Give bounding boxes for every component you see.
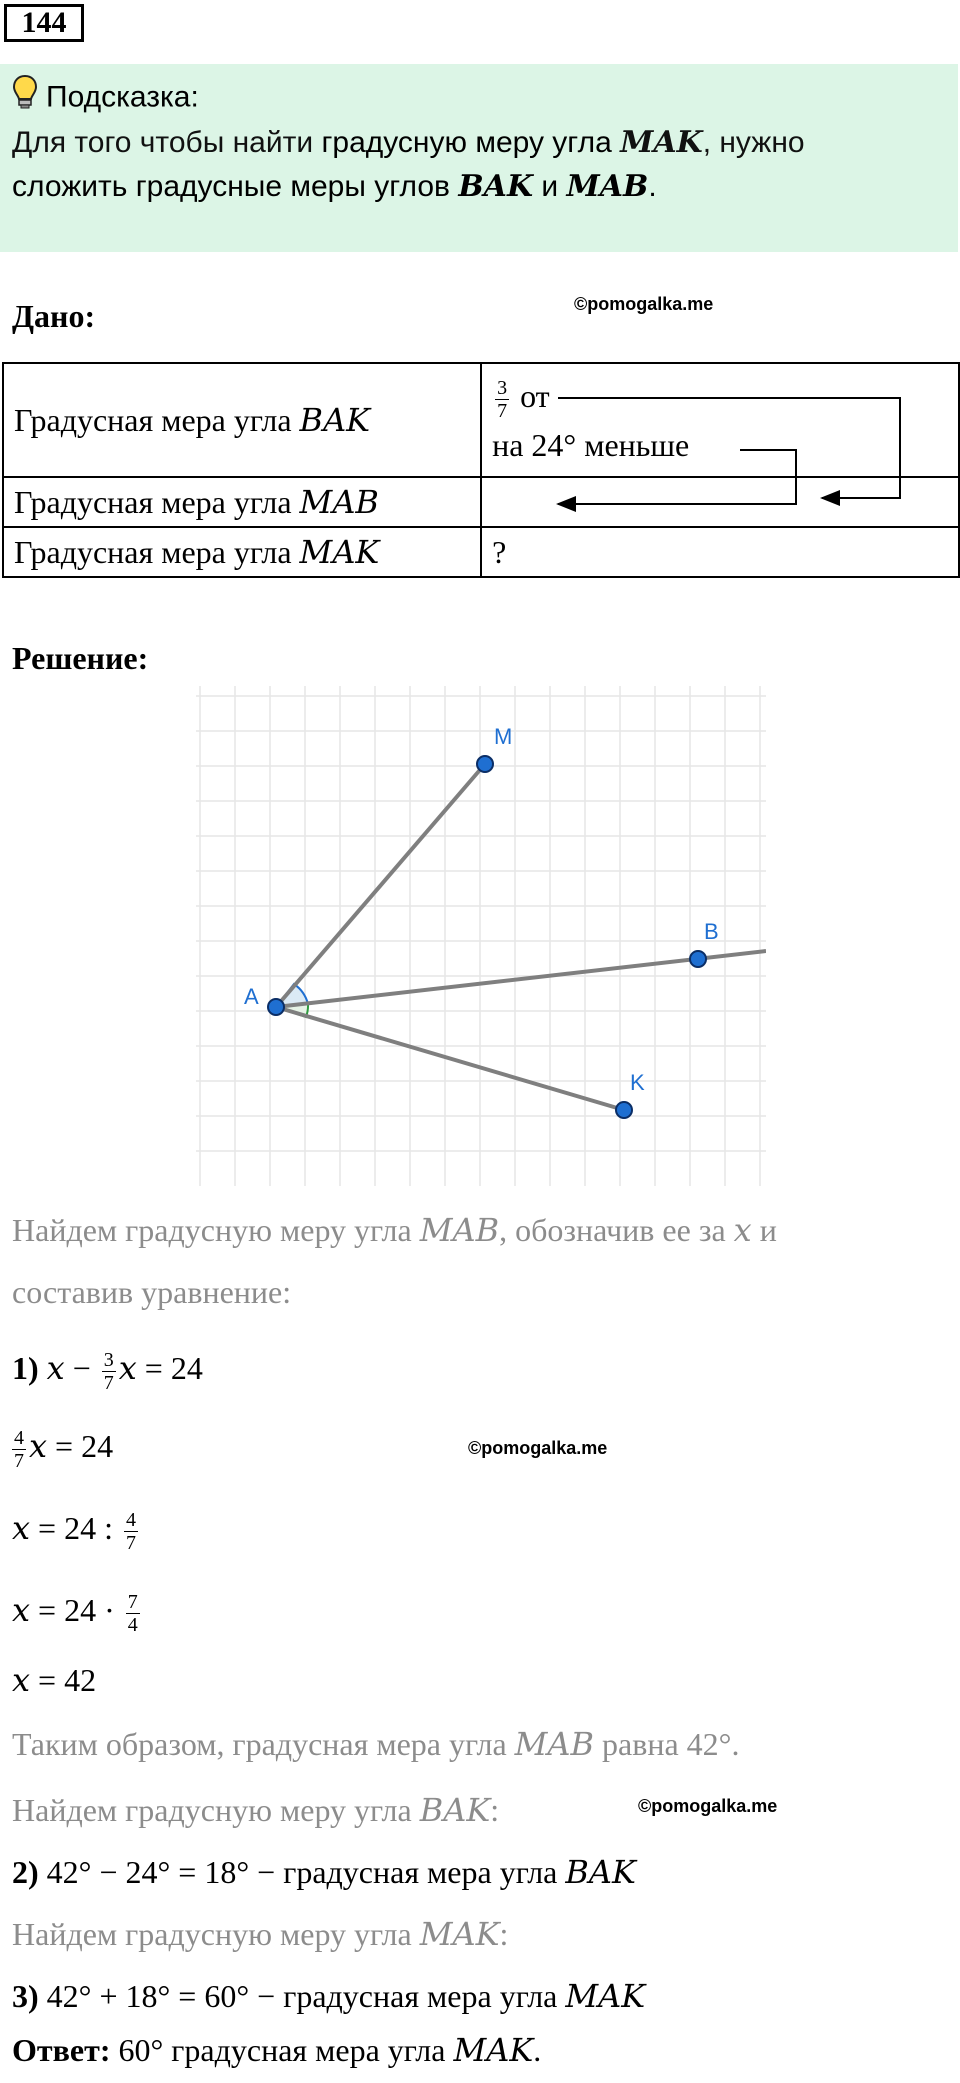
text: 60° градусная мера угла — [110, 2032, 454, 2068]
answer-label: Ответ: — [12, 2032, 111, 2068]
angle-name: BAK — [419, 1791, 491, 1829]
fraction — [126, 1591, 140, 1636]
variable: x — [733, 1211, 752, 1249]
fraction-denominator: 7 — [125, 1532, 136, 1555]
hint-emphasis: градусную меру угла — [321, 126, 621, 159]
text: . — [533, 2032, 542, 2068]
point-m — [477, 756, 493, 772]
angle-name: MAK — [453, 2031, 534, 2069]
variable: x — [12, 1661, 31, 1699]
variable: x — [29, 1427, 48, 1465]
angle-name: MAK — [419, 1915, 500, 1953]
text: = 24 · — [30, 1592, 123, 1628]
text: , обозначив ее за — [499, 1212, 734, 1248]
variable: x — [46, 1349, 65, 1387]
equation-4 — [12, 1584, 143, 1636]
find-mak-line — [12, 1914, 508, 1954]
find-bak-line — [12, 1790, 499, 1830]
fraction — [12, 1427, 26, 1472]
angle-figure — [196, 686, 766, 1186]
hint-emphasis: сложить градусные меры углов — [12, 170, 459, 203]
angle-name: MAB — [419, 1211, 500, 1249]
angle-name: BAK — [565, 1853, 636, 1891]
text: : — [499, 1916, 509, 1952]
text: 42° − 24° = 18° − градусная мера угла — [38, 1854, 566, 1890]
relation-text: от — [520, 377, 550, 414]
solution-intro-line-1 — [12, 1210, 777, 1250]
point-label-b: B — [704, 919, 719, 944]
point-label-m: M — [494, 724, 513, 749]
fraction-denominator: 7 — [497, 400, 508, 423]
hint-text: , нужно — [702, 126, 805, 159]
point-b — [690, 951, 706, 967]
watermark: ©pomogalka.me — [468, 1438, 608, 1458]
point-k — [616, 1102, 632, 1118]
angle-name: MAK — [565, 1977, 646, 2015]
text: Найдем градусную меру угла — [12, 1212, 420, 1248]
point-a — [268, 999, 284, 1015]
row-label: Градусная мера угла — [14, 402, 300, 438]
text: 42° + 18° = 60° − градусная мера угла — [38, 1978, 566, 2014]
step-number: 1) — [12, 1350, 39, 1386]
fraction-numerator: 7 — [127, 1591, 138, 1614]
hint-text: . — [648, 170, 657, 203]
relation-arrows — [0, 0, 960, 600]
fraction — [124, 1509, 138, 1554]
text: = 24 : — [30, 1510, 121, 1546]
fraction-numerator: 3 — [497, 377, 508, 400]
angle-name: BAK — [299, 401, 371, 439]
equation-3 — [12, 1502, 141, 1554]
fraction-denominator: 7 — [14, 1450, 24, 1473]
solution-intro-line-2: составив уравнение: — [12, 1274, 292, 1310]
text: = 24 — [136, 1350, 203, 1386]
equation-2 — [12, 1420, 113, 1472]
text: Таким образом, градусная мера угла — [12, 1726, 515, 1762]
solution-label: Решение: — [12, 640, 149, 676]
problem-number: 144 — [4, 4, 84, 42]
variable: x — [12, 1591, 31, 1629]
variable: x — [12, 1509, 31, 1547]
given-label: Дано: — [12, 298, 96, 334]
angle-name: MAB — [299, 483, 379, 521]
fraction-denominator: 4 — [127, 1614, 138, 1637]
table-cell: ? — [481, 527, 959, 577]
text: равна 42°. — [594, 1726, 740, 1762]
angle-name: MAK — [299, 533, 380, 571]
fraction-denominator: 7 — [103, 1372, 114, 1395]
watermark: ©pomogalka.me — [638, 1796, 778, 1816]
operator: − — [64, 1350, 99, 1386]
row-label: Градусная мера угла — [14, 534, 300, 570]
variable: x — [118, 1349, 137, 1387]
arrow-from-ot — [558, 398, 900, 498]
equation-5 — [12, 1660, 96, 1700]
text: : — [490, 1792, 500, 1828]
row-label: Градусная мера угла — [14, 484, 300, 520]
hint-angle: MAK — [620, 125, 703, 160]
relation-line-2: на 24° меньше — [492, 427, 690, 464]
step-3-line — [12, 1976, 645, 2016]
step-2-line — [12, 1852, 636, 1892]
point-label-a: A — [244, 984, 259, 1009]
step-number: 2) — [12, 1854, 39, 1890]
hint-angle: BAK — [458, 169, 534, 204]
text: и — [751, 1212, 777, 1248]
watermark: ©pomogalka.me — [574, 294, 714, 314]
arrow-from-less — [558, 450, 796, 504]
hint-angle: MAB — [566, 169, 649, 204]
equation-1 — [12, 1342, 203, 1394]
text: Найдем градусную меру угла — [12, 1792, 420, 1828]
hint-text: Для того чтобы найти — [12, 126, 322, 159]
angle-name: MAB — [514, 1725, 595, 1763]
hint-title: Подсказка: — [46, 80, 199, 114]
fraction-numerator: 3 — [103, 1349, 114, 1372]
hint-text: и — [533, 170, 567, 203]
fraction-numerator: 4 — [125, 1509, 136, 1532]
answer-line — [12, 2030, 541, 2070]
fraction-numerator: 4 — [14, 1427, 24, 1450]
ray-ak — [276, 1007, 624, 1110]
text: = 24 — [47, 1428, 114, 1464]
conclusion-line — [12, 1724, 739, 1764]
text: = 42 — [30, 1662, 97, 1698]
step-number: 3) — [12, 1978, 39, 2014]
point-label-k: K — [630, 1070, 645, 1095]
text: Найдем градусную меру угла — [12, 1916, 420, 1952]
fraction — [102, 1349, 116, 1394]
